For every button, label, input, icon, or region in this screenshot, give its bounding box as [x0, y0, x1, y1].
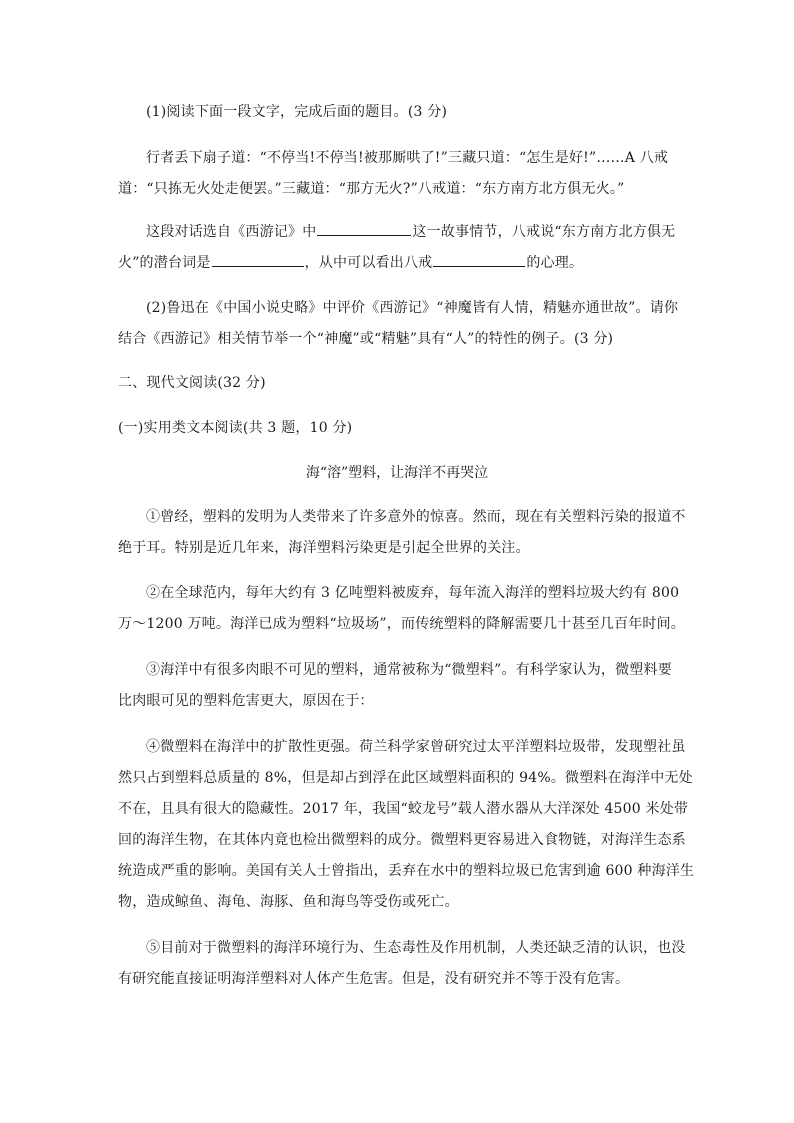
fill-text: ，从中可以看出八戒 [304, 255, 433, 271]
fill-text: 火”的潜台词是 [118, 255, 211, 271]
fill-text: 的心理。 [526, 255, 584, 271]
paragraph-line: 万～1200 万吨。海洋已成为塑料“垃圾场”，而传统塑料的降解需要几十甚至几百年时间。 [118, 616, 685, 632]
q1-fill-line-2 [118, 248, 678, 279]
answer-blank[interactable] [433, 252, 525, 267]
paragraph-line: 比肉眼可见的塑料危害更大，原因在于： [118, 693, 374, 709]
fill-text: 这段对话选自《西游记》中 [146, 224, 317, 240]
paragraph-line: ④微塑料在海洋中的扩散性更强。荷兰科学家曾研究过太平洋塑料垃圾带，发现塑社虽 [146, 739, 686, 755]
q2-line-2: 结合《西游记》相关情节举一个“神魔”或“精魅”具有“人”的特性的例子。(3 分) [118, 331, 614, 347]
paragraph-line: ⑤目前对于微塑料的海洋环境行为、生态毒性及作用机制，人类还缺乏清的认识，也没 [146, 940, 686, 956]
paragraph-line: 不在，且具有很大的隐藏性。2017 年，我国“蛟龙号”载人潜水器从大洋深处 4500 米处带 [118, 801, 689, 817]
paragraph-line: 绝于耳。特别是近几年来，海洋塑料污染更是引起全世界的关注。 [118, 540, 530, 556]
paragraph-line: 然只占到塑料总质量的 8%，但是却占到浮在此区域塑料面积的 94%。微塑料在海洋中无处 [118, 770, 693, 786]
section-heading: 二、现代文阅读(32 分) [118, 375, 266, 391]
q2-line-1: (2)鲁迅在《中国小说史略》中评价《西游记》“神魔皆有人情，精魅亦通世故”。请你 [146, 300, 679, 316]
paragraph-line: ②在全球范内，每年大约有 3 亿吨塑料被废弃，每年流入海洋的塑料垃圾大约有 800 [146, 585, 680, 601]
paragraph-line: ③海洋中有很多肉眼不可见的塑料，通常被称为“微塑料”。有科学家认为，微塑料要 [146, 662, 672, 678]
q1-fill-line-1 [118, 217, 706, 248]
paragraph-line: 回的海洋生物，在其体内竟也检出微塑料的成分。微塑料更容易进入食物链，对海洋生态系 [118, 832, 686, 848]
q1-prompt: (1)阅读下面一段文字，完成后面的题目。(3 分) [146, 104, 448, 120]
answer-blank[interactable] [317, 221, 411, 236]
q1-passage-line-1: 行者丢下扇子道：“不停当!不停当!被那厮哄了!”三藏只道：“怎生是好!”……A 八戒 [146, 150, 669, 166]
paragraph-line: 统造成严重的影响。美国有关人士曾指出，丢弃在水中的塑料垃圾已危害到逾 600 种海洋生 [118, 863, 695, 879]
paragraph-line: ①曾经，塑料的发明为人类带来了许多意外的惊喜。然而，现在有关塑料污染的报道不 [146, 509, 686, 525]
paragraph-line: 物，造成鲸鱼、海龟、海豚、鱼和海鸟等受伤或死亡。 [118, 894, 459, 910]
q1-passage-line-2: 道：“只拣无火处走便罢。”三藏道：“那方无火?”八戒道：“东方南方北方俱无火。” [118, 181, 625, 197]
fill-text: 这一故事情节，八戒说“东方南方北方俱无 [412, 224, 676, 240]
paragraph-line: 有研究能直接证明海洋塑料对人体产生危害。但是，没有研究并不等于没有危害。 [118, 971, 630, 987]
answer-blank[interactable] [212, 252, 304, 267]
article-title: 海“溶”塑料，让海洋不再哭泣 [305, 465, 489, 481]
section-subheading: (一)实用类文本阅读(共 3 题，10 分) [118, 420, 353, 436]
